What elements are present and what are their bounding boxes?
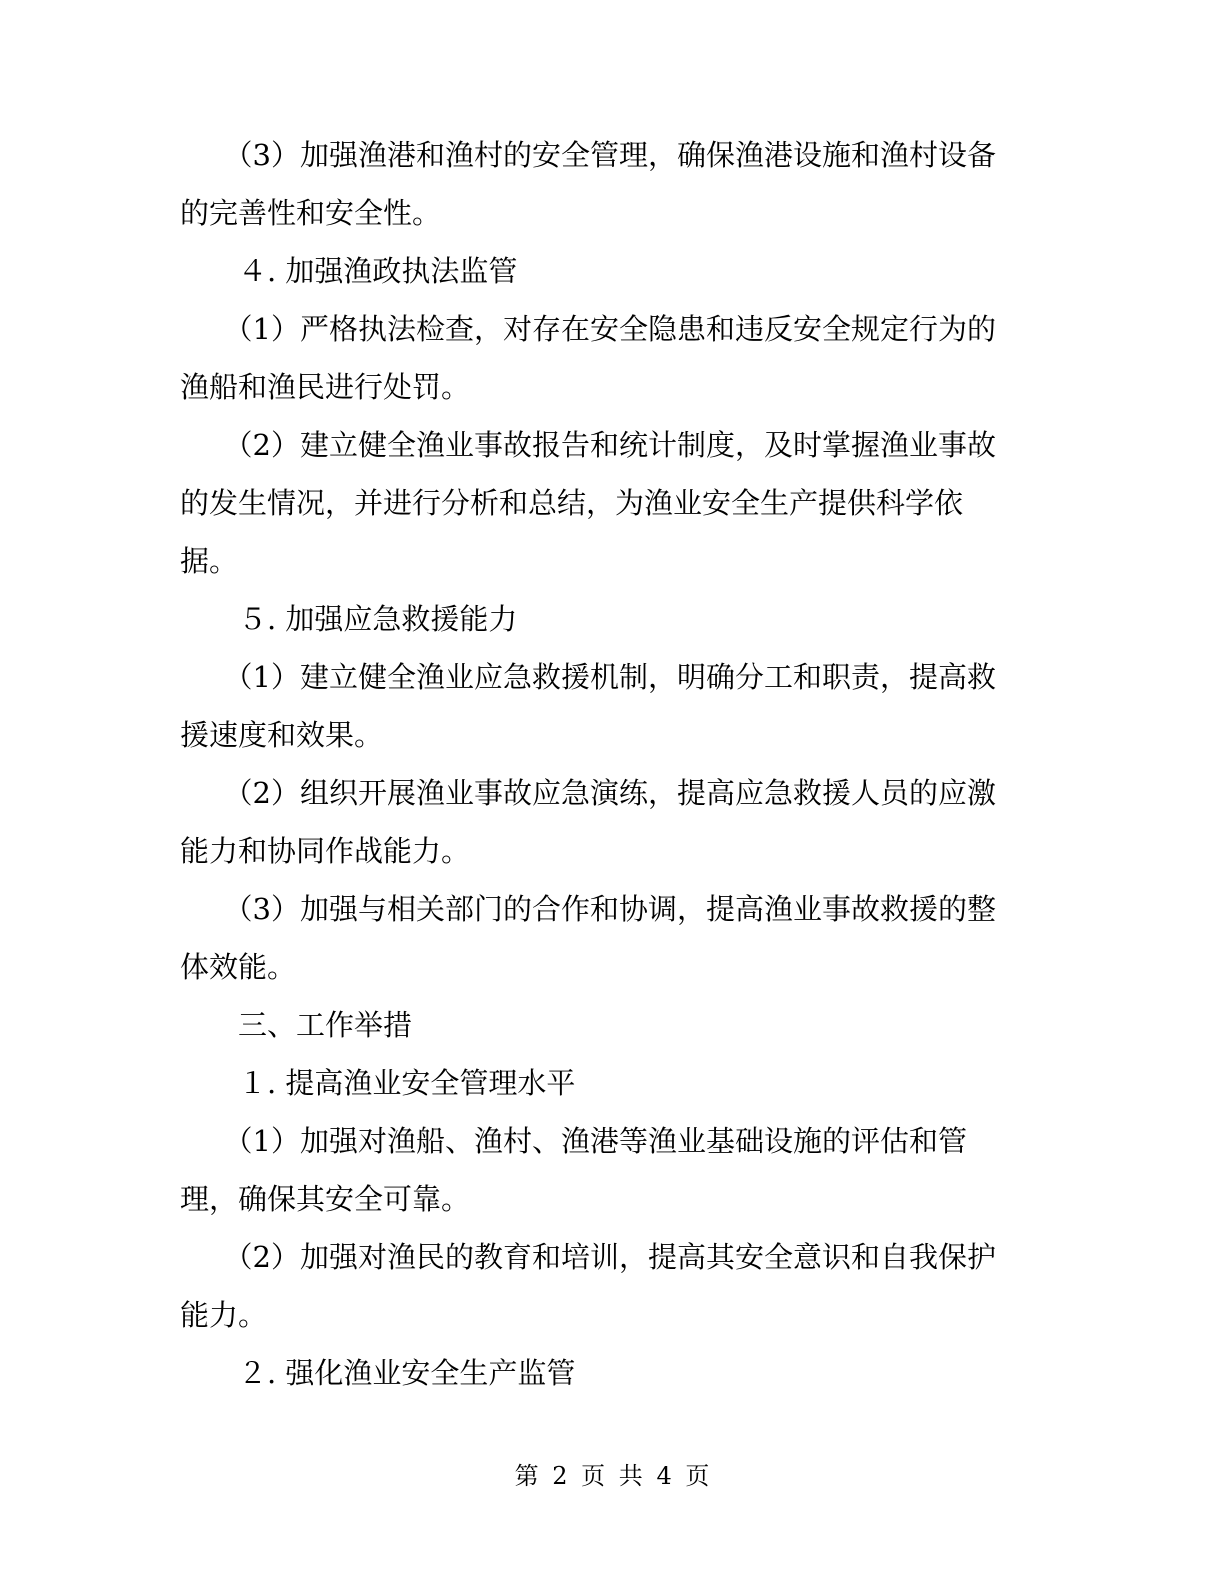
heading-emergency-rescue <box>180 590 1060 648</box>
paragraph-infrastructure-assessment <box>180 1112 1060 1228</box>
text-line: （2）组织开展渔业事故应急演练，提高应急救援人员的应激 <box>180 776 996 810</box>
text-line: 据。 <box>180 544 239 578</box>
page-number-footer: 第 2 页 共 4 页 <box>514 1462 710 1490</box>
paragraph-harbor-village-safety <box>180 126 1060 242</box>
text-line: １. 提高渔业安全管理水平 <box>180 1066 576 1100</box>
text-line: 三、工作举措 <box>180 1008 413 1042</box>
text-line: （2）加强对渔民的教育和培训，提高其安全意识和自我保护 <box>180 1240 996 1274</box>
heading-safety-management-level <box>180 1054 1060 1112</box>
paragraph-department-cooperation <box>180 880 1060 996</box>
text-line: 的完善性和安全性。 <box>180 196 442 230</box>
text-line: （3）加强与相关部门的合作和协调，提高渔业事故救援的整 <box>180 892 996 926</box>
section-heading-work-measures <box>180 996 1060 1054</box>
text-line: 援速度和效果。 <box>180 718 384 752</box>
text-line: ４. 加强渔政执法监管 <box>180 254 518 288</box>
paragraph-rescue-drills <box>180 764 1060 880</box>
paragraph-fisher-training <box>180 1228 1060 1344</box>
text-line: 能力和协同作战能力。 <box>180 834 471 868</box>
text-line: （3）加强渔港和渔村的安全管理，确保渔港设施和渔村设备 <box>180 138 996 172</box>
text-line: （1）严格执法检查，对存在安全隐患和违反安全规定行为的 <box>180 312 996 346</box>
text-line: 体效能。 <box>180 950 297 984</box>
text-line: （2）建立健全渔业事故报告和统计制度，及时掌握渔业事故 <box>180 428 996 462</box>
text-line: 的发生情况，并进行分析和总结，为渔业安全生产提供科学依 <box>180 486 964 520</box>
text-line: 渔船和渔民进行处罚。 <box>180 370 471 404</box>
heading-fishery-enforcement <box>180 242 1060 300</box>
text-line: （1）加强对渔船、渔村、渔港等渔业基础设施的评估和管 <box>180 1124 967 1158</box>
paragraph-accident-reporting <box>180 416 1060 590</box>
text-line: ５. 加强应急救援能力 <box>180 602 518 636</box>
text-line: 理，确保其安全可靠。 <box>180 1182 471 1216</box>
text-line: （1）建立健全渔业应急救援机制，明确分工和职责，提高救 <box>180 660 996 694</box>
paragraph-strict-inspection <box>180 300 1060 416</box>
text-line: ２. 强化渔业安全生产监管 <box>180 1356 576 1390</box>
text-line: 能力。 <box>180 1298 268 1332</box>
heading-production-supervision <box>180 1344 1060 1402</box>
paragraph-rescue-mechanism <box>180 648 1060 764</box>
